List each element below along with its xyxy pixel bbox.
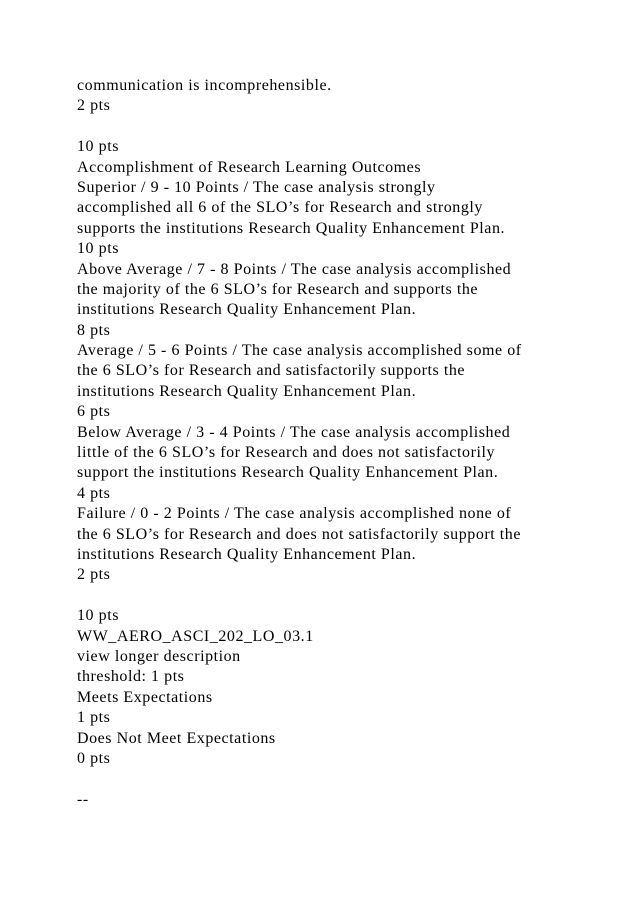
points-line: 2 pts — [77, 566, 111, 584]
rating-line: the majority of the 6 SLO’s for Research and supports the — [77, 280, 479, 298]
points-line: 10 pts — [77, 607, 119, 625]
rating-line: institutions Research Quality Enhancement Plan. — [77, 382, 417, 400]
rating-line: Does Not Meet Expectations — [77, 729, 276, 747]
points-line: 8 pts — [77, 321, 111, 339]
view-longer-description-link[interactable]: view longer description — [77, 647, 241, 665]
rating-line: supports the institutions Research Quality Enhancement Plan. — [77, 219, 506, 237]
rating-line: institutions Research Quality Enhancement Plan. — [77, 545, 417, 563]
criterion-title: Accomplishment of Research Learning Outcomes — [77, 158, 422, 176]
points-line: 0 pts — [77, 749, 111, 767]
points-line: 10 pts — [77, 138, 119, 156]
points-line: 10 pts — [77, 240, 119, 258]
rating-line: accomplished all 6 of the SLO’s for Research and strongly — [77, 199, 483, 217]
text-line: communication is incomprehensible. — [77, 77, 332, 94]
points-line: 6 pts — [77, 403, 111, 421]
blank-line — [77, 117, 622, 137]
rating-line: Failure / 0 - 2 Points / The case analysis accomplished none of — [77, 505, 512, 523]
rating-line: Average / 5 - 6 Points / The case analysis accomplished some of — [77, 342, 522, 360]
blank-line — [77, 769, 622, 789]
rating-line: Above Average / 7 - 8 Points / The case analysis accomplished — [77, 260, 512, 278]
document-page — [77, 76, 622, 810]
rating-line: Below Average / 3 - 4 Points / The case analysis accomplished — [77, 423, 511, 441]
points-line: 4 pts — [77, 484, 111, 502]
rating-line: little of the 6 SLO’s for Research and does not satisfactorily — [77, 444, 496, 462]
threshold-line: threshold: 1 pts — [77, 668, 185, 686]
outcome-code: WW_AERO_ASCI_202_LO_03.1 — [77, 627, 314, 645]
points-line: 1 pts — [77, 709, 111, 727]
rating-line: the 6 SLO’s for Research and does not satisfactorily support the — [77, 525, 521, 543]
rating-line: Meets Expectations — [77, 688, 213, 706]
separator-dashes: -- — [77, 790, 89, 808]
rating-line: Superior / 9 - 10 Points / The case analysis strongly — [77, 178, 436, 196]
rating-line: institutions Research Quality Enhancement Plan. — [77, 301, 417, 319]
blank-line — [77, 586, 622, 606]
rating-line: support the institutions Research Quality Enhancement Plan. — [77, 464, 499, 482]
rating-line: the 6 SLO’s for Research and satisfactorily supports the — [77, 362, 466, 380]
points-line: 2 pts — [77, 97, 111, 115]
